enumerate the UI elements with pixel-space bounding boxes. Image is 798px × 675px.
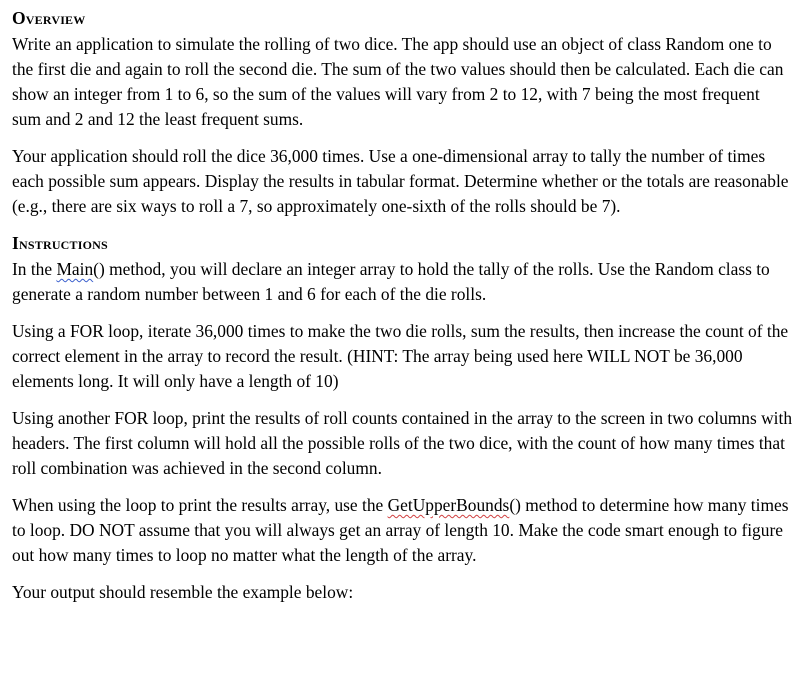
overview-heading: Overview xyxy=(12,8,86,28)
instructions-paragraph-2: Using a FOR loop, iterate 36,000 times to make the two die rolls, sum the results, then increase the count of the correct element in the array to record the result. (HINT: The array being used here WILL NOT be 36,000 elements long. It will only have a length of 10) xyxy=(12,321,789,391)
instructions-p1-after: () method, you will declare an integer array to hold the tally of the rolls. Use the Random class to generate a random number between 1 and 6 for each of the die rolls. xyxy=(12,259,770,304)
getupperbounds-method-name: GetUpperBounds xyxy=(387,495,510,515)
instructions-paragraph-4 xyxy=(12,493,792,568)
instructions-paragraph-3: Using another FOR loop, print the results of roll counts contained in the array to the screen in two columns with headers. The first column will hold all the possible rolls of the two dice, with the count of how many times that roll combination was achieved in the second column. xyxy=(12,408,793,478)
overview-paragraph-2: Your application should roll the dice 36,000 times. Use a one-dimensional array to tally the number of times each possible sum appears. Display the results in tabular format. Determine whether or the totals are reasonable (e.g., there are six ways to roll a 7, so approximately one-sixth of the rolls should be 7). xyxy=(12,146,789,216)
instructions-heading: Instructions xyxy=(12,233,108,253)
document-page xyxy=(12,6,792,617)
instructions-paragraph-1 xyxy=(12,257,792,307)
instructions-p4-before: When using the loop to print the results array, use the xyxy=(12,495,388,515)
main-method-name: Main xyxy=(56,259,94,279)
instructions-p1-before: In the xyxy=(12,259,57,279)
instructions-paragraph-5: Your output should resemble the example below: xyxy=(12,582,354,602)
instructions-p4-after: () method to determine how many times to loop. DO NOT assume that you will always get an array of length 10. Make the code smart enough to figure out how many times to loop no matter what the length of the array. xyxy=(12,495,789,565)
overview-paragraph-1: Write an application to simulate the rolling of two dice. The app should use an object of class Random one to the first die and again to roll the second die. The sum of the two values should then be calculated. Each die can show an integer from 1 to 6, so the sum of the values will vary from 2 to 12, with 7 being the most frequent sum and 2 and 12 the least frequent sums. xyxy=(12,34,784,129)
